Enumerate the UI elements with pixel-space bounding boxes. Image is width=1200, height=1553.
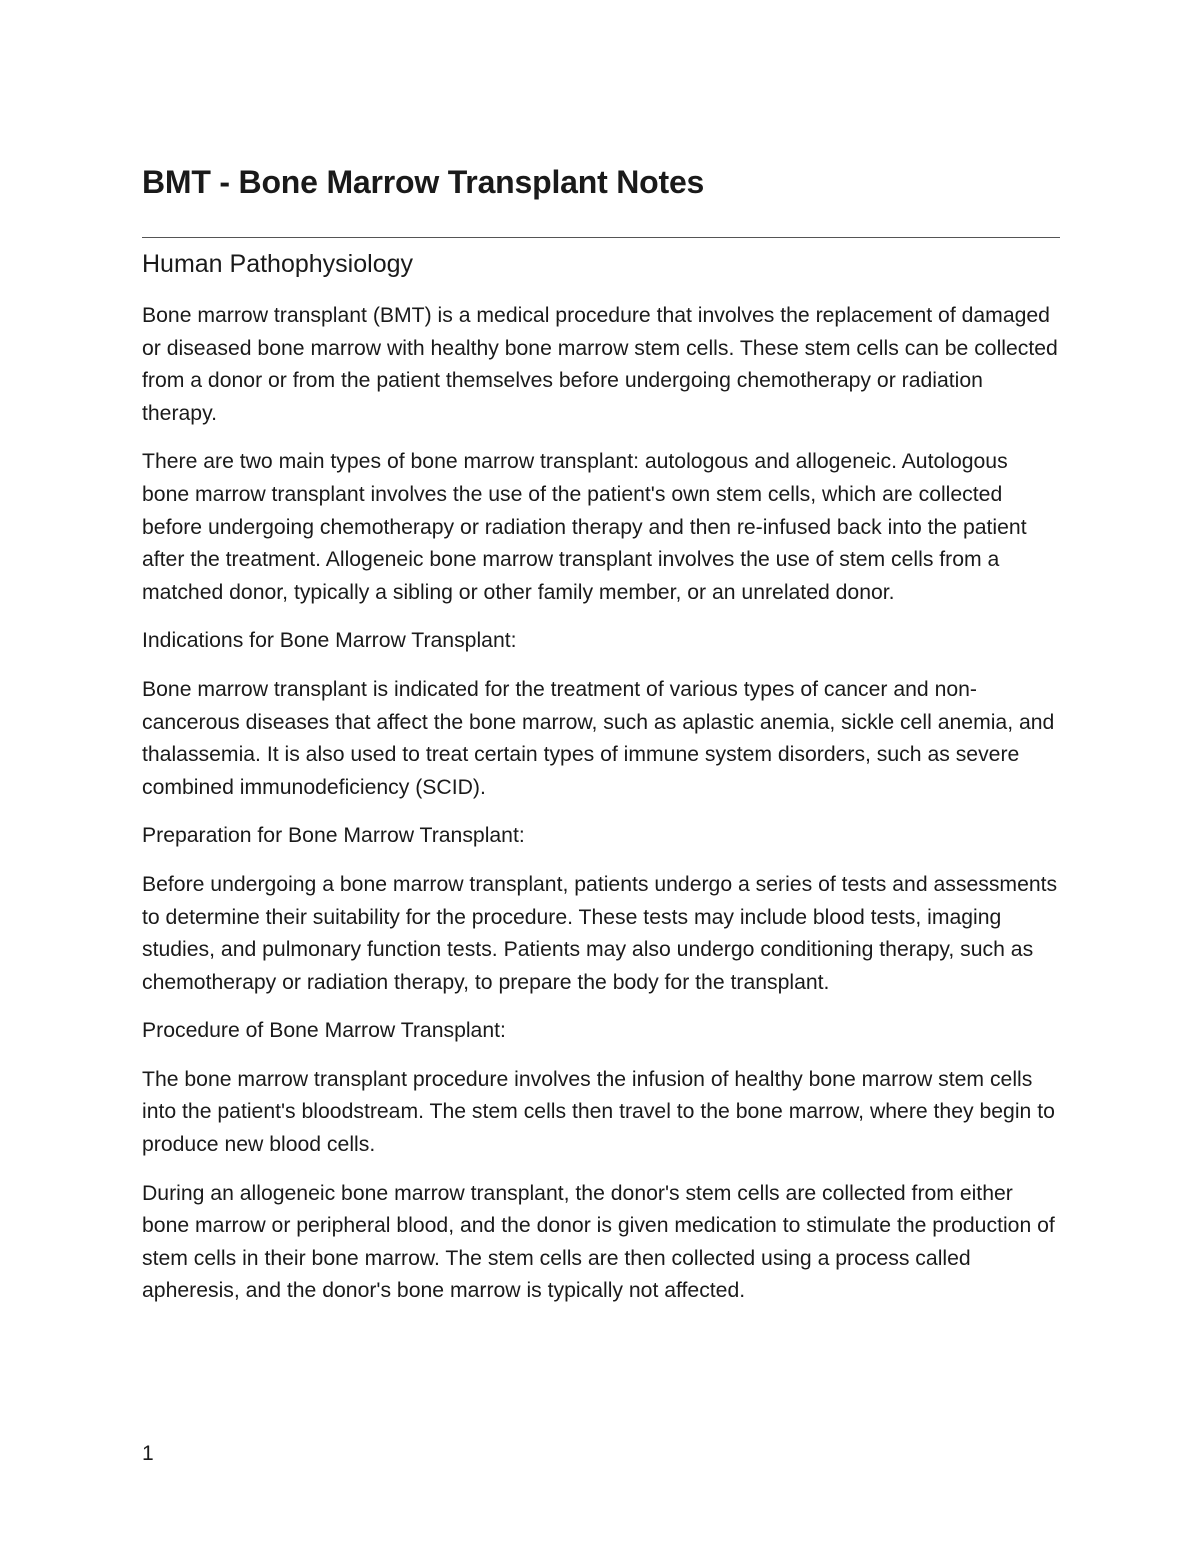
paragraph-allogeneic-collection: During an allogeneic bone marrow transplant, the donor's stem cells are collected from either bone marrow or peripheral blood, and the donor is given medication to stimulate the production of stem cells in their bone marrow. The stem cells are then collected using a process called apheresis, and the donor's bone marrow is typically not affected. (142, 1181, 1055, 1303)
title-divider (142, 237, 1060, 238)
paragraph-procedure: The bone marrow transplant procedure involves the infusion of healthy bone marrow stem cells into the patient's bloodstream. The stem cells then travel to the bone marrow, where they begin to produce new blood cells. (142, 1067, 1055, 1157)
section-heading-procedure: Procedure of Bone Marrow Transplant: (142, 1019, 506, 1043)
section-heading-preparation: Preparation for Bone Marrow Transplant: (142, 824, 525, 848)
paragraph-types: There are two main types of bone marrow transplant: autologous and allogeneic. Autologous bone marrow transplant involves the use of the patient's own stem cells, which are collected before undergoing chemotherapy or radiation therapy and then re-infused back into the patient after the treatment. Allogeneic bone marrow transplant involves the use of stem cells from a matched donor, typically a sibling or other family member, or an unrelated donor. (142, 450, 1027, 604)
section-heading-indications: Indications for Bone Marrow Transplant: (142, 629, 517, 653)
document-body (142, 160, 1062, 1308)
document-subtitle: Human Pathophysiology (142, 250, 413, 278)
paragraph-intro: Bone marrow transplant (BMT) is a medical procedure that involves the replacement of damaged or diseased bone marrow with healthy bone marrow stem cells. These stem cells can be collected from a donor or from the patient themselves before undergoing chemotherapy or radiation therapy. (142, 304, 1058, 425)
paragraph-indications: Bone marrow transplant is indicated for the treatment of various types of cancer and non-cancerous diseases that affect the bone marrow, such as aplastic anemia, sickle cell anemia, and thalassemia. It is also used to treat certain types of immune system disorders, such as severe combined immunodeficiency (SCID). (142, 677, 1055, 799)
paragraph-preparation: Before undergoing a bone marrow transplant, patients undergo a series of tests and assessments to determine their suitability for the procedure. These tests may include blood tests, imaging studies, and pulmonary function tests. Patients may also undergo conditioning therapy, such as chemotherapy or radiation therapy, to prepare the body for the transplant. (142, 872, 1058, 994)
document-title: BMT - Bone Marrow Transplant Notes (142, 164, 705, 200)
page-number: 1 (142, 1442, 154, 1465)
